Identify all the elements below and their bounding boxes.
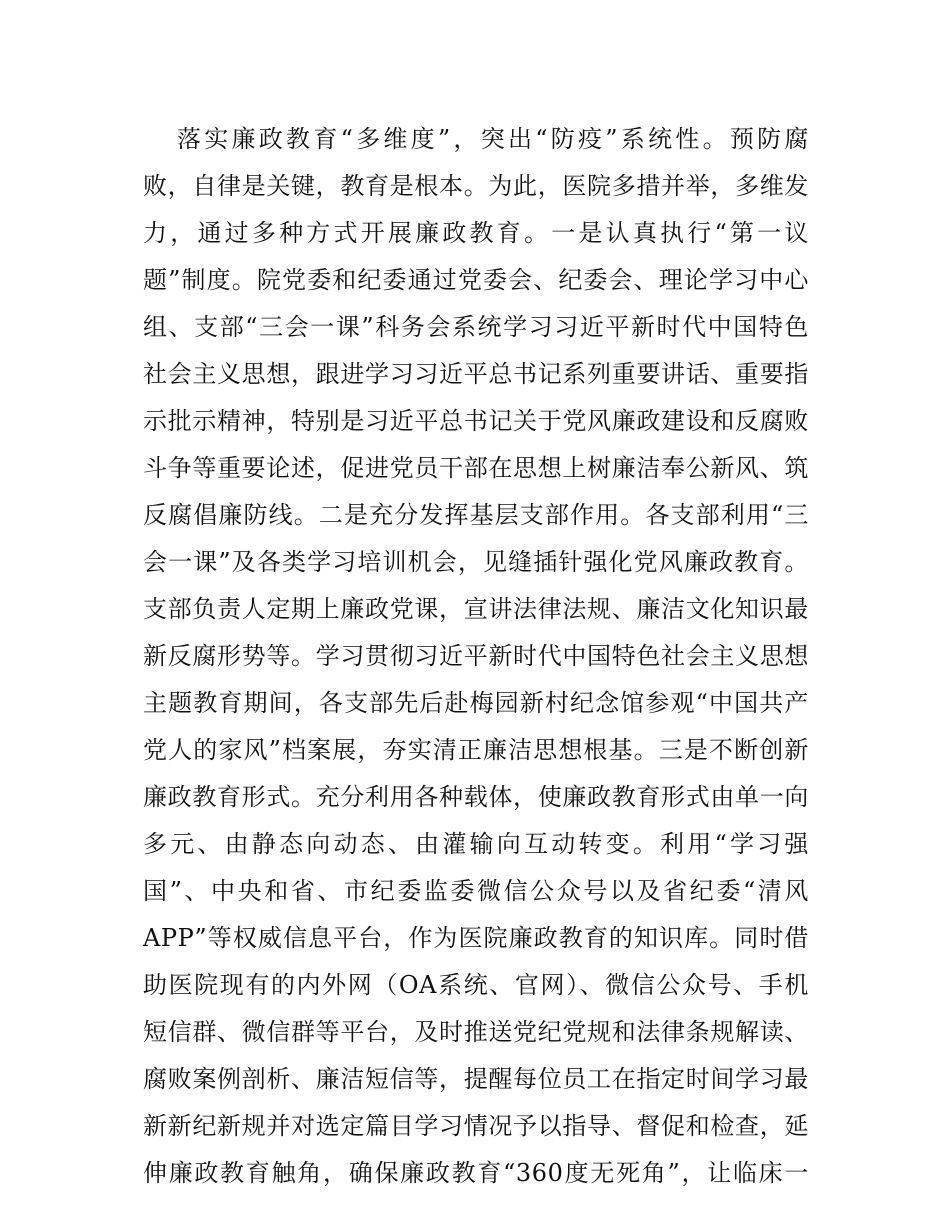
text-line: 国”、中央和省、市纪委监委微信公众号以及省纪委“清风 <box>143 877 809 905</box>
text-line: 伸廉政教育触角，确保廉政教育“360度无死角”，让临床一 <box>143 1159 809 1187</box>
body-paragraph <box>143 116 809 1197</box>
text-line: 新新纪新规并对选定篇目学习情况予以指导、督促和检查，延 <box>143 1112 809 1140</box>
text-line: 新反腐形势等。学习贯彻习近平新时代中国特色社会主义思想 <box>143 642 809 670</box>
text-line: 反腐倡廉防线。二是充分发挥基层支部作用。各支部利用“三 <box>143 501 809 529</box>
text-line: 组、支部“三会一课”科务会系统学习习近平新时代中国特色 <box>143 313 809 341</box>
text-line: 廉政教育形式。充分利用各种载体，使廉政教育形式由单一向 <box>143 783 809 811</box>
text-line: 短信群、微信群等平台，及时推送党纪党规和法律条规解读、 <box>143 1018 809 1046</box>
text-line: 多元、由静态向动态、由灌输向互动转变。利用“学习强 <box>143 830 809 858</box>
text-line: 主题教育期间，各支部先后赴梅园新村纪念馆参观“中国共产 <box>143 689 809 717</box>
text-line: 示批示精神，特别是习近平总书记关于党风廉政建设和反腐败 <box>143 407 809 435</box>
text-line: 力，通过多种方式开展廉政教育。一是认真执行“第一议 <box>143 219 809 247</box>
text-line: 题”制度。院党委和纪委通过党委会、纪委会、理论学习中心 <box>143 266 809 294</box>
text-line: 会一课”及各类学习培训机会，见缝插针强化党风廉政教育。 <box>143 548 809 576</box>
text-line: 斗争等重要论述，促进党员干部在思想上树廉洁奉公新风、筑 <box>143 454 809 482</box>
text-line: 败，自律是关键，教育是根本。为此，医院多措并举，多维发 <box>143 172 809 200</box>
text-line: 党人的家风”档案展，夯实清正廉洁思想根基。三是不断创新 <box>143 736 809 764</box>
text-line: 助医院现有的内外网（OA系统、官网）、微信公众号、手机 <box>143 971 809 999</box>
text-line: 落实廉政教育“多维度”，突出“防疫”系统性。预防腐 <box>177 125 809 153</box>
text-line: 社会主义思想，跟进学习习近平总书记系列重要讲话、重要指 <box>143 360 809 388</box>
text-line: 支部负责人定期上廉政党课，宣讲法律法规、廉洁文化知识最 <box>143 595 809 623</box>
text-line: 腐败案例剖析、廉洁短信等，提醒每位员工在指定时间学习最 <box>143 1065 809 1093</box>
text-line: APP”等权威信息平台，作为医院廉政教育的知识库。同时借 <box>143 924 809 952</box>
